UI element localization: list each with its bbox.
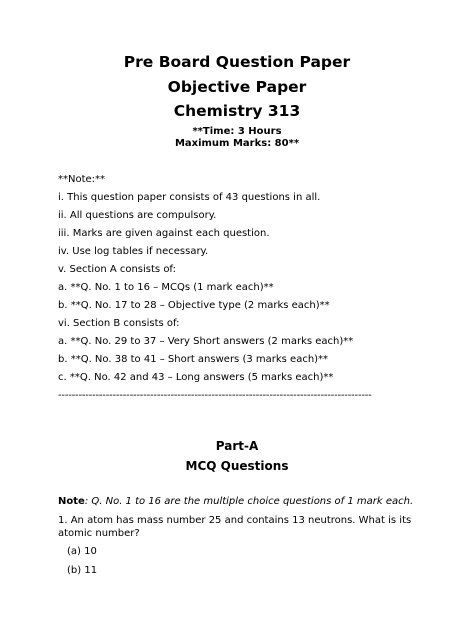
separator-line: --------------------------------------------------------------------------------------------	[58, 390, 372, 401]
note-line: a. **Q. No. 29 to 37 – Very Short answers (2 marks each)**	[58, 336, 354, 347]
part-label: Part-A	[215, 439, 259, 453]
note-heading: **Note:**	[58, 174, 106, 185]
note-line: iii. Marks are given against each question.	[58, 228, 270, 239]
note-line: iv. Use log tables if necessary.	[58, 246, 209, 257]
mcq-note-text: : Q. No. 1 to 16 are the multiple choice questions of 1 mark each.	[84, 496, 414, 507]
note-line: i. This question paper consists of 43 questions in all.	[58, 192, 321, 203]
subject-title: Chemistry 313	[173, 102, 301, 120]
note-line: c. **Q. No. 42 and 43 – Long answers (5 marks each)**	[58, 372, 334, 383]
note-line: vi. Section B consists of:	[58, 318, 180, 329]
part-subtitle: MCQ Questions	[185, 459, 289, 473]
marks-info: Maximum Marks: 80**	[174, 138, 300, 149]
note-line: v. Section A consists of:	[58, 264, 176, 275]
question-1-option-b: (b) 11	[67, 565, 98, 576]
paper-subtitle: Objective Paper	[167, 78, 307, 96]
question-1-option-a: (a) 10	[67, 546, 97, 557]
note-line: ii. All questions are compulsory.	[58, 210, 217, 221]
note-line: b. **Q. No. 38 to 41 – Short answers (3 marks each)**	[58, 354, 329, 365]
mcq-note	[58, 495, 413, 509]
paper-title: Pre Board Question Paper	[123, 53, 351, 71]
mcq-note-label: Note	[58, 496, 85, 507]
time-info: **Time: 3 Hours	[192, 126, 282, 137]
note-line: b. **Q. No. 17 to 28 – Objective type (2 marks each)**	[58, 300, 330, 311]
question-1-text: 1. An atom has mass number 25 and contains 13 neutrons. What is its atomic number?	[58, 515, 412, 539]
note-line: a. **Q. No. 1 to 16 – MCQs (1 mark each)**	[58, 282, 274, 293]
